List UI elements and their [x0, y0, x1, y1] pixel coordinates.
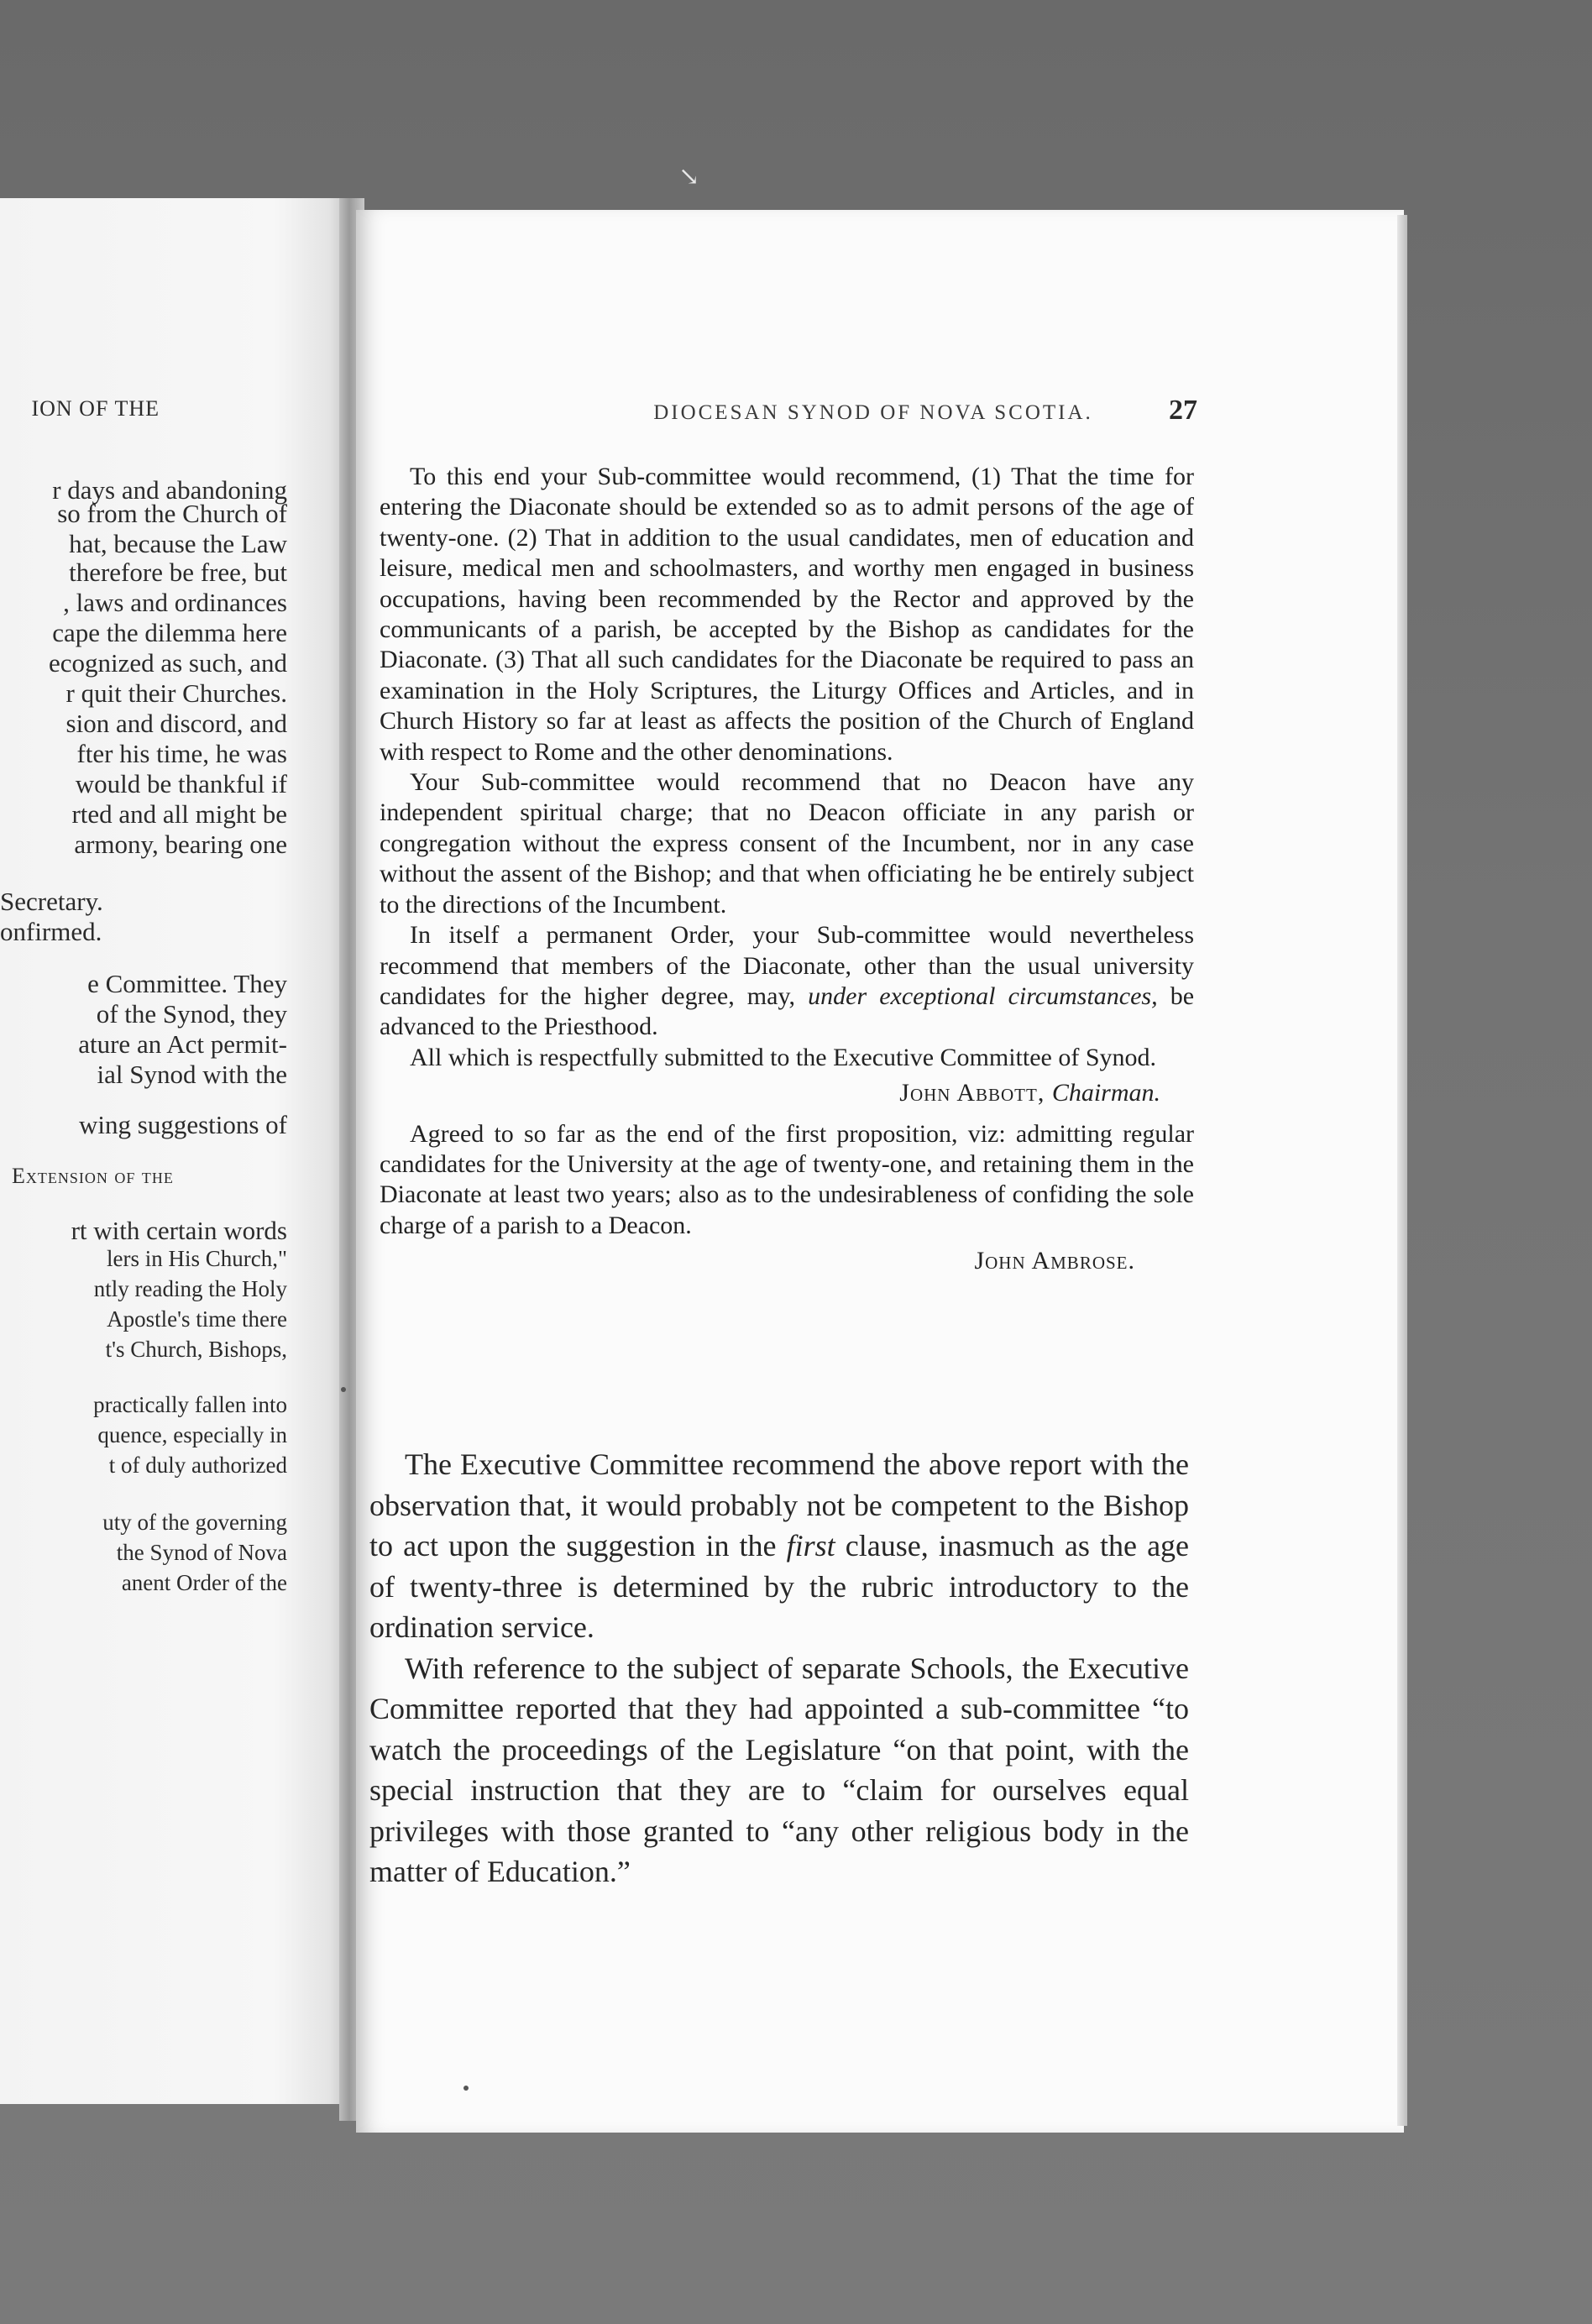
paragraph: Agreed to so far as the end of the first proposition, viz: admitting regular candidates for the University at the age of twenty-one, and retaining them in the Diaconate at least two years; also as to the undesirableness of confiding the sole charge of a parish to a Deacon.	[380, 1119, 1194, 1239]
left-page-line: cape the dilemma here	[52, 618, 287, 647]
left-page-line: rted and all might be	[71, 799, 287, 829]
left-page-line: the Synod of Nova	[116, 1540, 287, 1565]
left-page-line: t's Church, Bishops,	[105, 1337, 287, 1362]
paragraph-italic: under exceptional circumstances,	[808, 981, 1158, 1010]
ink-speck	[463, 2086, 469, 2091]
signature-chairman	[380, 1078, 1160, 1108]
paragraph: Your Sub-committee would recommend that no Deacon have any independent spiritual charge; that no Deacon officiate in any parish or congregation without the express consent of the Incumbent, nor in any case without the assent of the Bishop; and that when officiating he be entirely subject to the directions of the Incumbent.	[380, 768, 1194, 919]
left-page-line: of the Synod, they	[96, 999, 287, 1029]
left-page-line: ntly reading the Holy	[93, 1276, 287, 1301]
left-page-line: anent Order of the	[121, 1570, 287, 1595]
left-page-line: e Committee. They	[87, 969, 287, 998]
paragraph: With reference to the subject of separate Schools, the Executive Committee reported that they had appointed a sub-committee “to watch the proceedings of the Legislature “on that point, with the special instruction that they are to “claim for ourselves equal privileges with those granted to “any other religious body in the matter of Education.”	[369, 1651, 1189, 1888]
left-page-line: therefore be free, but	[69, 557, 287, 587]
left-page-line: practically fallen into	[93, 1392, 287, 1417]
committee-text	[369, 1444, 1189, 1892]
signature-ambrose: John Ambrose.	[974, 1247, 1135, 1275]
paragraph	[380, 920, 1194, 1043]
left-page-line: quence, especially in	[97, 1422, 287, 1447]
ink-speck	[341, 1387, 346, 1392]
left-running-head: ION OF THE	[31, 396, 160, 421]
left-page-line: Secretary.	[0, 887, 103, 916]
left-page-line: rt with certain words	[71, 1216, 287, 1245]
left-page-line: Extension of the	[12, 1164, 174, 1188]
left-page-line: ial Synod with the	[97, 1060, 287, 1089]
left-page-line: lers in His Church,"	[107, 1246, 287, 1271]
left-page-line: onfirmed.	[0, 917, 102, 946]
signature-title: Chairman.	[1051, 1079, 1160, 1107]
left-page-line: fter his time, he was	[76, 739, 287, 768]
left-page-line: ecognized as such, and	[48, 648, 287, 678]
left-page-line: Apostle's time there	[107, 1306, 287, 1332]
scan-artifact-mark: ↘	[678, 163, 700, 191]
left-page	[0, 198, 343, 2104]
page-edge	[1397, 215, 1407, 2126]
page-number: 27	[1169, 395, 1197, 426]
paragraph-text: be advanced to the Priesthood.	[380, 981, 1195, 1041]
paragraph: To this end your Sub-committee would recommend, (1) That the time for entering the Diaconate should be extended so as to admit persons of the age of twenty-one. (2) That in addition to the usual candidates, men of education and leisure, medical men and schoolmasters, and worthy men engaged in business occupations, having been recommended by the Rector and approved by the communicants of a parish, be accepted by the Bishop as candidates for the Diaconate. (3) That all such candidates for the Diaconate be required to pass an examination in the Holy Scriptures, the Liturgy Offices and Articles, and in Church History so far at least as affects the position of the Church of England with respect to Rome and the other denominations.	[380, 463, 1194, 766]
left-page-line: so from the Church of	[57, 499, 287, 528]
paragraph-italic: first	[786, 1529, 835, 1562]
left-page-line: ature an Act permit-	[78, 1029, 287, 1059]
left-page-line: armony, bearing one	[74, 830, 287, 859]
running-head: DIOCESAN SYNOD OF NOVA SCOTIA.	[653, 401, 1093, 424]
paragraph	[369, 1444, 1189, 1648]
left-page-line: r days and abandoning	[52, 475, 287, 505]
paragraph-text: The Executive Committee recommend the above report with the observation that, it would probably not be competent to the Bishop to act upon the suggestion in the	[369, 1447, 1189, 1562]
left-page-line: wing suggestions of	[79, 1110, 287, 1139]
paragraph: All which is respectfully submitted to the Executive Committee of Synod.	[410, 1043, 1157, 1071]
paragraph-text: In itself a permanent Order, your Sub-committee would nevertheless recommend that members of the Diaconate, other than the usual university candidates for the higher degree, may,	[380, 921, 1194, 1010]
left-page-line: sion and discord, and	[65, 709, 287, 738]
left-page-line: would be thankful if	[75, 769, 287, 798]
paragraph-text: clause, inasmuch as the age of twenty-three is determined by the rubric introductory to the ordination service.	[369, 1529, 1190, 1644]
report-text	[380, 462, 1194, 1285]
left-page-line: uty of the governing	[102, 1510, 287, 1535]
signature-name: John Abbott,	[899, 1079, 1045, 1107]
left-page-line: t of duly authorized	[108, 1452, 287, 1478]
left-page-line: hat, because the Law	[69, 529, 287, 558]
left-page-line: r quit their Churches.	[65, 678, 287, 708]
left-page-line: , laws and ordinances	[63, 588, 287, 617]
